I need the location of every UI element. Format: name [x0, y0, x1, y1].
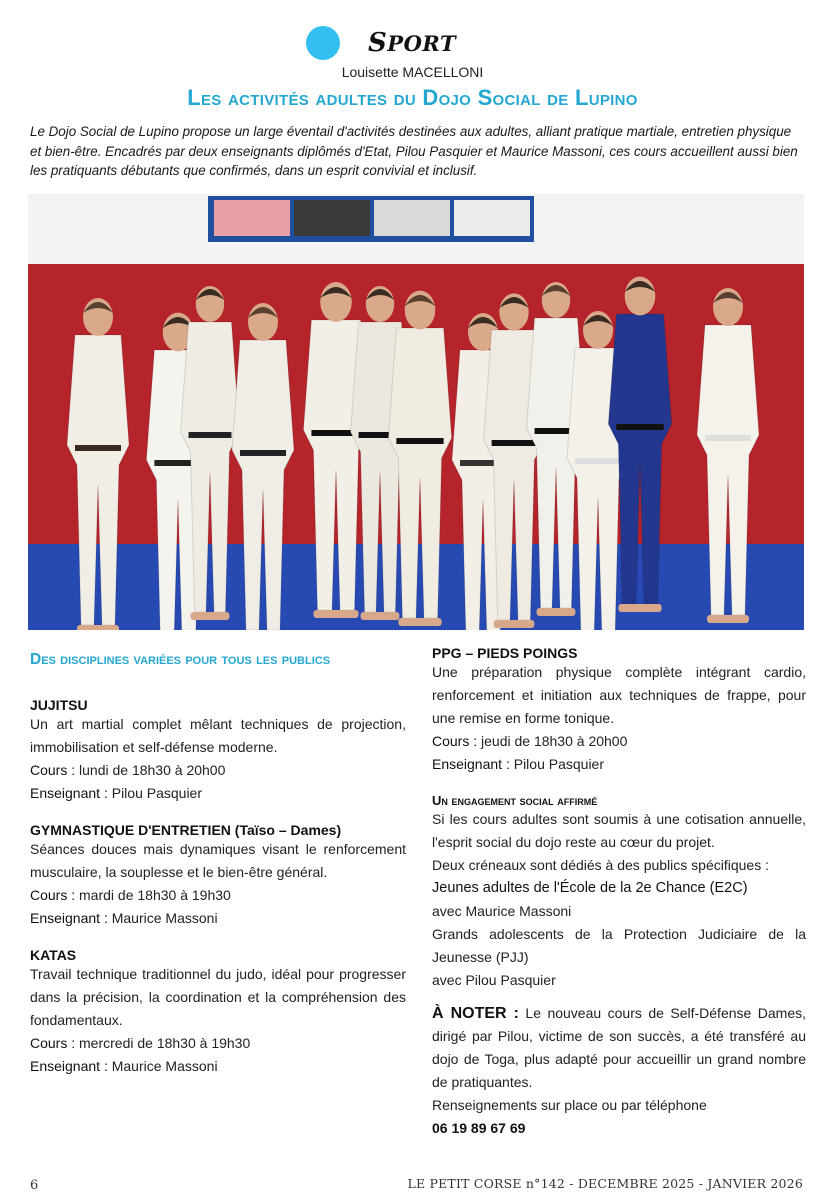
discipline-description: Une préparation physique complète intégrant cardio, renforcement et initiation aux techniques de frappe, pour une remise en forme tonique. — [432, 664, 806, 726]
intro-paragraph: Le Dojo Social de Lupino propose un large éventail d'activités destinées aux adultes, alliant pratique martiale, entretien physique et bien-être. Encadrés par deux enseignants diplômés d'Etat, Pilou Pasquier et Maurice Massoni, ces cours accueillent aussi bien les pratiquants débutants que confirmés, dans un esprit convivial et inclusif. — [30, 124, 798, 178]
pjj-teacher: avec Pilou Pasquier — [432, 972, 556, 988]
discipline-enseignant: Enseignant : Pilou Pasquier — [30, 785, 203, 801]
info-line: Renseignements sur place ou par téléphone — [432, 1097, 707, 1113]
circle-dot-icon — [306, 26, 340, 60]
discipline-gymnastique — [30, 822, 406, 930]
social-heading: Un engagement social affirmé — [432, 793, 598, 808]
disciplines-subheading: Des disciplines variées pour tous les publics — [30, 651, 331, 668]
discipline-description: Travail technique traditionnel du judo, idéal pour progresser dans la précision, la coordination et la compréhension des fondamentaux. — [30, 966, 406, 1028]
discipline-enseignant: Enseignant : Maurice Massoni — [30, 910, 218, 926]
discipline-enseignant: Enseignant : Maurice Massoni — [30, 1058, 218, 1074]
social-p1: Si les cours adultes sont soumis à une cotisation annuelle, l'esprit social du dojo reste au cœur du projet. — [432, 811, 806, 850]
note-paragraph: À NOTER : Le nouveau cours de Self-Défense Dames, dirigé par Pilou, victime de son succès, a été transféré au dojo de Toga, plus adapté pour accueillir un grand nombre de pratiquantes. — [432, 1005, 806, 1090]
discipline-description: Séances douces mais dynamiques visant le renforcement musculaire, la souplesse et le bien-être général. — [30, 841, 406, 880]
discipline-katas — [30, 947, 406, 1078]
right-column — [432, 645, 806, 1140]
discipline-title: KATAS — [30, 947, 77, 963]
group-photo — [28, 194, 804, 630]
discipline-jujitsu — [30, 697, 406, 805]
e2c-teacher: avec Maurice Massoni — [432, 903, 572, 919]
person-silhouette — [67, 298, 129, 630]
person-silhouette — [232, 303, 294, 630]
article-headline: Les activités adultes du Dojo Social de Lupino — [187, 85, 638, 110]
discipline-cours: Cours : mercredi de 18h30 à 19h30 — [30, 1035, 251, 1051]
person-silhouette — [697, 288, 759, 623]
discipline-title: PPG – PIEDS POINGS — [432, 645, 578, 661]
social-engagement — [432, 793, 806, 992]
people-silhouettes — [28, 194, 804, 630]
pjj-line: Grands adolescents de la Protection Judiciaire de la Jeunesse (PJJ) — [432, 926, 806, 965]
discipline-ppg — [432, 645, 806, 776]
discipline-cours: Cours : lundi de 18h30 à 20h00 — [30, 762, 226, 778]
discipline-title: JUJITSU — [30, 697, 88, 713]
discipline-description: Un art martial complet mêlant techniques de projection, immobilisation et self-défense moderne. — [30, 716, 406, 755]
discipline-cours: Cours : jeudi de 18h30 à 20h00 — [432, 733, 628, 749]
author-byline: Louisette MACELLONI — [341, 64, 484, 80]
discipline-enseignant: Enseignant : Pilou Pasquier — [432, 756, 605, 772]
page-number: 6 — [30, 1178, 39, 1193]
publication-footer: LE PETIT CORSE n°142 - DECEMBRE 2025 - JANVIER 2026 — [407, 1176, 803, 1191]
discipline-title: GYMNASTIQUE D'ENTRETIEN (Taïso – Dames) — [30, 822, 342, 838]
social-p2: Deux créneaux sont dédiés à des publics spécifiques : — [432, 857, 769, 873]
phone-number: 06 19 89 67 69 — [432, 1120, 526, 1136]
e2c-line: Jeunes adultes de l'École de la 2e Chance (E2C) — [432, 880, 748, 896]
note-label: À NOTER : — [432, 1005, 519, 1022]
discipline-cours: Cours : mardi de 18h30 à 19h30 — [30, 887, 231, 903]
left-column — [30, 645, 406, 1078]
section-name: SPORT — [368, 28, 457, 58]
note-box — [432, 1002, 806, 1140]
